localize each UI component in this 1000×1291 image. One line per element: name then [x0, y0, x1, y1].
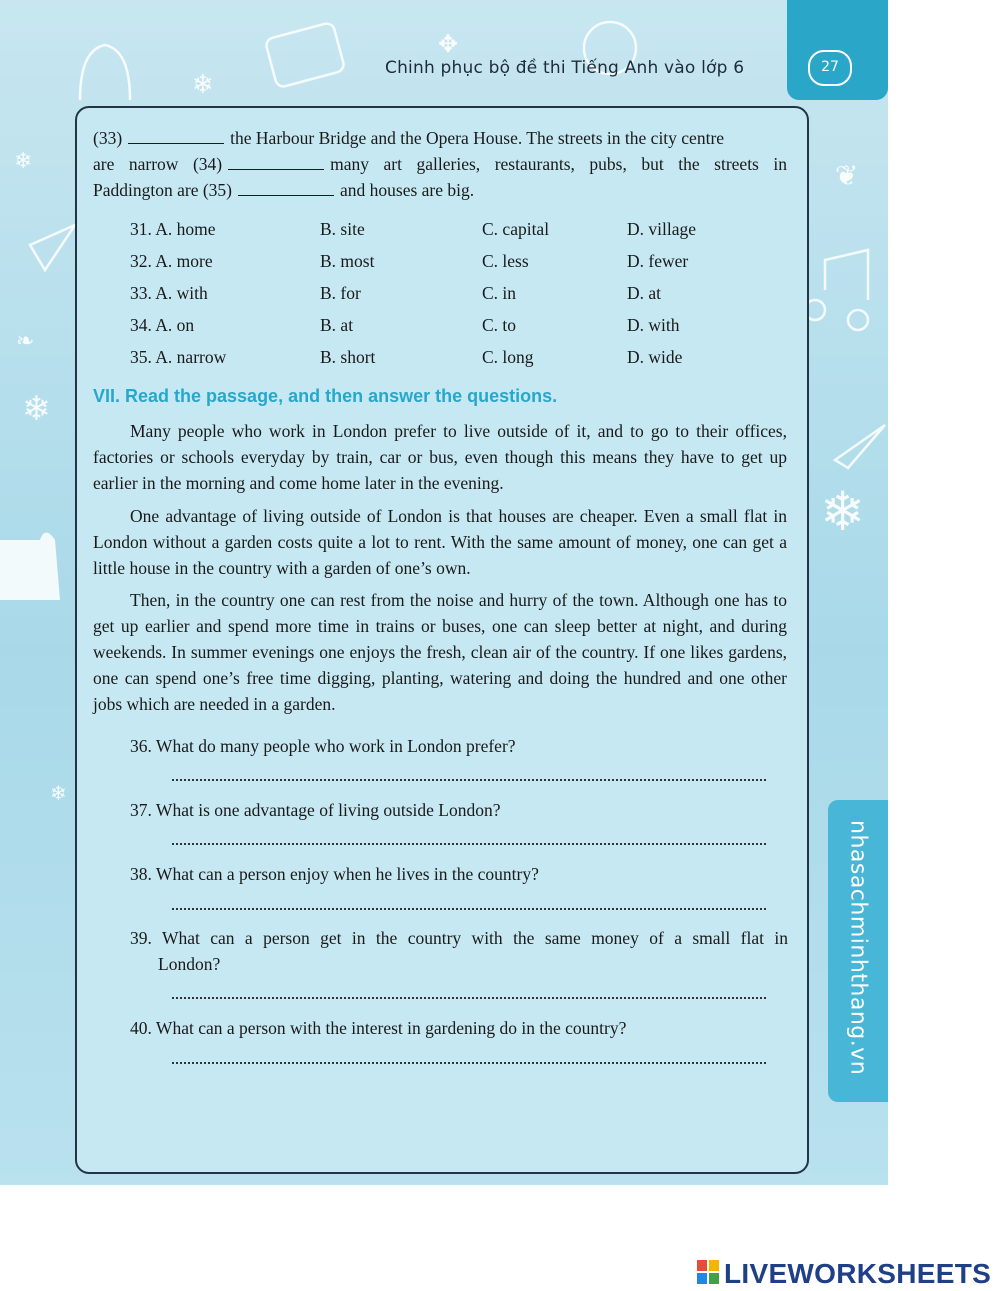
liveworksheets-logo-icon	[697, 1260, 719, 1284]
option-32-b: B. most	[320, 251, 375, 271]
option-35-d: D. wide	[627, 347, 683, 367]
passage-text: and houses are big.	[340, 180, 475, 200]
passage-text: many art galleries, restaurants, pubs, but the streets in	[330, 154, 788, 174]
puzzle-piece-icon	[0, 533, 60, 601]
passage-text: are narrow (34)	[93, 154, 223, 174]
answer-line-39[interactable]	[172, 997, 766, 999]
svg-text:❧: ❧	[16, 329, 35, 354]
question-37: 37. What is one advantage of living outside London?	[130, 800, 501, 820]
passage-line-2	[93, 151, 787, 177]
option-34-c: C. to	[482, 315, 517, 335]
svg-text:❄: ❄	[22, 389, 51, 429]
option-35-a: 35. A. narrow	[130, 347, 227, 367]
blank-33	[128, 127, 224, 144]
answer-line-38[interactable]	[172, 908, 766, 910]
answer-line-37[interactable]	[172, 843, 766, 845]
svg-text:❄: ❄	[50, 781, 67, 805]
svg-text:❦: ❦	[835, 159, 859, 192]
music-note-icon	[825, 250, 868, 300]
answer-line-40[interactable]	[172, 1062, 766, 1064]
option-33-d: D. at	[627, 283, 662, 303]
answer-line-36[interactable]	[172, 779, 766, 781]
snowflake-icon: ❄	[192, 70, 214, 100]
reading-paragraph-2: One advantage of living outside of London is that houses are cheaper. Even a small flat in London without a garden costs quite a lot to rent. With the same amount of money, one can get a little house in the country with a garden of one’s own.	[93, 506, 787, 578]
website-label: nhasachminhthang.vn	[845, 820, 871, 1076]
blank-35	[238, 179, 334, 196]
passage-line-3	[93, 177, 787, 203]
option-35-c: C. long	[482, 347, 534, 367]
svg-text:✥: ✥	[438, 30, 459, 58]
header-title: Chinh phục bộ đề thi Tiếng Anh vào lớp 6	[385, 58, 745, 78]
paper-plane-icon-2	[835, 425, 885, 468]
option-33-a: 33. A. with	[130, 283, 208, 303]
option-32-a: 32. A. more	[130, 251, 213, 271]
option-34-b: B. at	[320, 315, 354, 335]
reading-paragraph-3: Then, in the country one can rest from the noise and hurry of the town. Although one has to get up earlier and spend more time in trains or buses, one can sleep better at night, and during weekends. In summer evenings one enjoys the fresh, clean air of the country. If one likes gardens, one can spend one’s free time digging, planting, watering and doing the hundred and one other jobs which are needed in a garden.	[93, 590, 787, 714]
option-31-b: B. site	[320, 219, 365, 239]
briefcase-icon	[265, 22, 346, 88]
option-35-b: B. short	[320, 347, 376, 367]
option-34-d: D. with	[627, 315, 680, 335]
paper-plane-icon	[30, 225, 75, 270]
page-number: 27	[808, 50, 852, 86]
svg-text:❄: ❄	[820, 480, 866, 543]
option-31-c: C. capital	[482, 219, 550, 239]
option-31-a: 31. A. home	[130, 219, 216, 239]
question-40: 40. What can a person with the interest in gardening do in the country?	[130, 1018, 627, 1038]
liveworksheets-brand: LIVEWORKSHEETS	[724, 1258, 992, 1289]
passage-text: (33)	[93, 128, 123, 148]
option-32-c: C. less	[482, 251, 529, 271]
passage-text: the Harbour Bridge and the Opera House. The streets in the city centre	[230, 128, 725, 148]
svg-text:❄: ❄	[14, 149, 33, 174]
passage-text: Paddington are (35)	[93, 180, 232, 200]
question-38: 38. What can a person enjoy when he lives in the country?	[130, 864, 539, 884]
blank-34	[228, 153, 324, 170]
option-33-c: C. in	[482, 283, 517, 303]
option-31-d: D. village	[627, 219, 697, 239]
question-39: 39. What can a person get in the country with the same money of a small flat in	[130, 928, 788, 948]
section-heading: VII. Read the passage, and then answer the questions.	[93, 386, 558, 406]
reading-paragraph-1: Many people who work in London prefer to live outside of it, and to go to their offices, factories or schools everyday by train, car or bus, even though this means they have to get up earlier in the morning and come home later in the evening.	[93, 421, 787, 493]
option-33-b: B. for	[320, 283, 361, 303]
option-34-a: 34. A. on	[130, 315, 195, 335]
passage-line-1	[93, 125, 787, 151]
question-36: 36. What do many people who work in London prefer?	[130, 736, 516, 756]
headphones-icon	[80, 45, 130, 100]
option-32-d: D. fewer	[627, 251, 689, 271]
question-39-continued: London?	[158, 954, 221, 974]
